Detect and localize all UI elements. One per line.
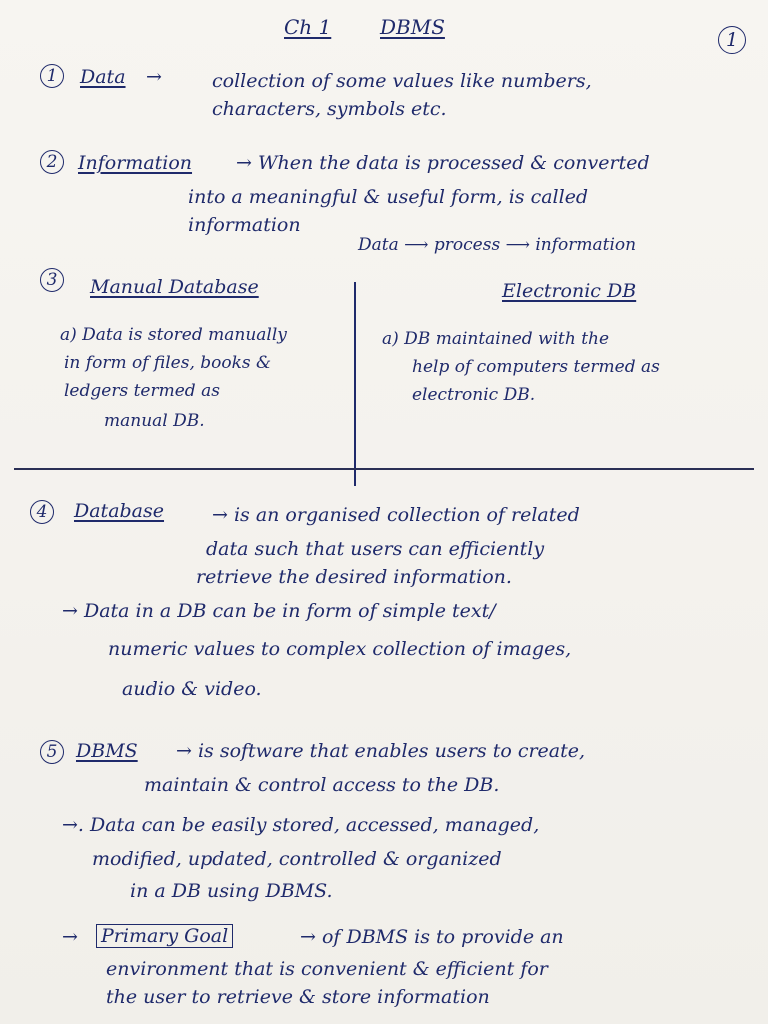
database-line3: retrieve the desired information. <box>196 566 512 588</box>
database-line5: numeric values to complex collection of images, <box>108 638 572 660</box>
dbms-line5: in a DB using DBMS. <box>130 880 333 902</box>
manual-line3: ledgers termed as <box>64 381 220 401</box>
dbms-line3: →. Data can be easily stored, accessed, managed, <box>62 814 540 836</box>
dbms-term: DBMS <box>76 740 138 762</box>
electronic-db-heading: Electronic DB <box>502 280 637 302</box>
section-divider <box>14 468 754 470</box>
manual-line2: in form of files, books & <box>64 353 272 373</box>
information-line1: → When the data is processed & converted <box>236 152 650 174</box>
dbms-line6: → of DBMS is to provide an <box>300 926 564 948</box>
database-line6: audio & video. <box>122 678 262 700</box>
information-line3: information <box>188 214 301 236</box>
item-number-4: 4 <box>30 500 54 524</box>
data-definition-line1: collection of some values like numbers, <box>212 70 592 92</box>
dbms-line1: → is software that enables users to create, <box>176 740 586 762</box>
item-number-3: 3 <box>40 268 64 292</box>
chapter-label: Ch 1 <box>284 15 332 39</box>
electronic-line3: electronic DB. <box>412 385 536 405</box>
dbms-line2: maintain & control access to the DB. <box>144 774 500 796</box>
manual-db-heading: Manual Database <box>90 276 259 298</box>
column-divider <box>354 282 356 486</box>
page-number: 1 <box>718 26 746 54</box>
dbms-line4: modified, updated, controlled & organized <box>92 848 502 870</box>
subject-title: DBMS <box>380 15 445 39</box>
item-number-1: 1 <box>40 64 64 88</box>
information-line2: into a meaningful & useful form, is called <box>188 186 589 208</box>
information-term: Information <box>78 152 193 174</box>
item-number-2: 2 <box>40 150 64 174</box>
manual-line4: manual DB. <box>104 411 205 431</box>
manual-line1: a) Data is stored manually <box>60 325 287 345</box>
item-number-5: 5 <box>40 740 64 764</box>
information-flow: Data ⟶ process ⟶ information <box>358 235 637 255</box>
electronic-line1: a) DB maintained with the <box>382 329 610 349</box>
dbms-line7: environment that is convenient & efficient for <box>106 958 548 980</box>
database-line2: data such that users can efficiently <box>206 538 545 560</box>
data-definition-line2: characters, symbols etc. <box>212 98 447 120</box>
database-term: Database <box>74 500 165 522</box>
goal-arrow: → <box>62 926 78 948</box>
data-arrow: → <box>146 66 162 88</box>
electronic-line2: help of computers termed as <box>412 357 660 377</box>
dbms-line8: the user to retrieve & store information <box>106 986 490 1008</box>
database-line1: → is an organised collection of related <box>212 504 580 526</box>
primary-goal-label: Primary Goal <box>96 924 233 948</box>
data-term: Data <box>80 66 126 88</box>
database-line4: → Data in a DB can be in form of simple text/ <box>62 600 496 622</box>
